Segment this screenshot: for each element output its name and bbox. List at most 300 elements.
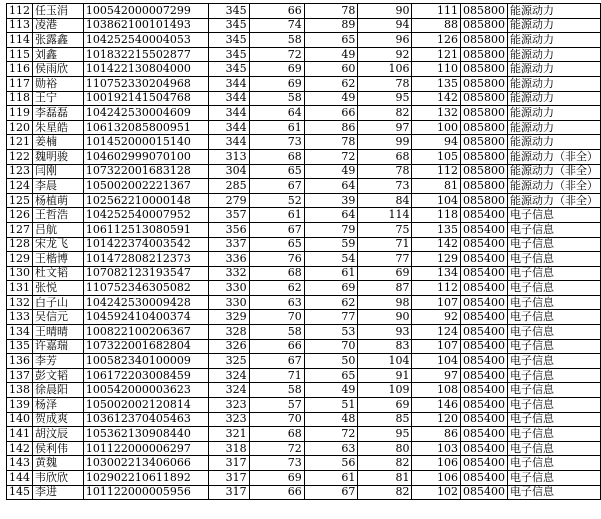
math-score-cell: 71 — [358, 237, 412, 252]
row-index-cell: 130 — [7, 266, 33, 281]
english-score-cell: 49 — [304, 91, 358, 106]
english-score-cell: 60 — [304, 62, 358, 77]
politics-score-cell: 68 — [249, 149, 304, 164]
english-score-cell: 59 — [304, 237, 358, 252]
major-code-cell: 085800 — [460, 91, 507, 106]
major-name-cell: 能源动力（非全） — [507, 164, 600, 179]
major-code-cell: 085800 — [460, 76, 507, 91]
english-score-cell: 56 — [304, 456, 358, 471]
student-name-cell: 李芳 — [33, 354, 84, 369]
politics-score-cell: 58 — [249, 91, 304, 106]
total-score-cell: 313 — [209, 149, 249, 164]
math-score-cell: 106 — [358, 62, 412, 77]
total-score-cell: 317 — [209, 471, 249, 486]
total-score-cell: 336 — [209, 252, 249, 267]
major-score-cell: 103 — [412, 441, 461, 456]
row-index-cell: 141 — [7, 427, 33, 442]
major-name-cell: 电子信息 — [507, 237, 600, 252]
english-score-cell: 66 — [304, 106, 358, 121]
politics-score-cell: 73 — [249, 135, 304, 150]
exam-id-cell: 105362130908440 — [83, 427, 208, 442]
math-score-cell: 69 — [358, 266, 412, 281]
student-name-cell: 张悦 — [33, 281, 84, 296]
exam-id-cell: 107322001682804 — [83, 339, 208, 354]
exam-id-cell: 110752346305082 — [83, 281, 208, 296]
major-name-cell: 电子信息 — [507, 427, 600, 442]
major-code-cell: 085800 — [460, 179, 507, 194]
table-row — [7, 106, 601, 121]
english-score-cell: 39 — [304, 193, 358, 208]
major-score-cell: 142 — [412, 91, 461, 106]
row-index-cell: 131 — [7, 281, 33, 296]
major-score-cell: 107 — [412, 295, 461, 310]
exam-id-cell: 101122000005956 — [83, 485, 208, 500]
math-score-cell: 95 — [358, 91, 412, 106]
politics-score-cell: 66 — [249, 4, 304, 19]
major-code-cell: 085400 — [460, 339, 507, 354]
politics-score-cell: 70 — [249, 412, 304, 427]
table-row — [7, 427, 601, 442]
row-index-cell: 112 — [7, 4, 33, 19]
major-score-cell: 132 — [412, 106, 461, 121]
row-index-cell: 142 — [7, 441, 33, 456]
math-score-cell: 83 — [358, 339, 412, 354]
major-score-cell: 120 — [412, 412, 461, 427]
politics-score-cell: 73 — [249, 456, 304, 471]
math-score-cell: 90 — [358, 4, 412, 19]
exam-id-cell: 104592410400374 — [83, 310, 208, 325]
major-code-cell: 085400 — [460, 310, 507, 325]
major-score-cell: 112 — [412, 281, 461, 296]
row-index-cell: 114 — [7, 33, 33, 48]
total-score-cell: 345 — [209, 62, 249, 77]
table-row — [7, 208, 601, 223]
exam-id-cell: 103862100101493 — [83, 18, 208, 33]
table-row — [7, 91, 601, 106]
student-name-cell: 刘鑫 — [33, 47, 84, 62]
politics-score-cell: 70 — [249, 310, 304, 325]
exam-id-cell: 101832215502877 — [83, 47, 208, 62]
math-score-cell: 91 — [358, 368, 412, 383]
major-name-cell: 能源动力（非全） — [507, 193, 600, 208]
row-index-cell: 132 — [7, 295, 33, 310]
major-score-cell: 111 — [412, 4, 461, 19]
total-score-cell: 304 — [209, 164, 249, 179]
total-score-cell: 317 — [209, 456, 249, 471]
student-name-cell: 白子山 — [33, 295, 84, 310]
exam-id-cell: 101122000006297 — [83, 441, 208, 456]
exam-id-cell: 103002213406066 — [83, 456, 208, 471]
row-index-cell: 137 — [7, 368, 33, 383]
student-name-cell: 吕航 — [33, 222, 84, 237]
major-code-cell: 085800 — [460, 106, 507, 121]
table-row — [7, 237, 601, 252]
total-score-cell: 345 — [209, 4, 249, 19]
major-score-cell: 107 — [412, 339, 461, 354]
english-score-cell: 53 — [304, 325, 358, 340]
row-index-cell: 129 — [7, 252, 33, 267]
total-score-cell: 344 — [209, 135, 249, 150]
major-name-cell: 电子信息 — [507, 354, 600, 369]
major-code-cell: 085400 — [460, 368, 507, 383]
major-code-cell: 085400 — [460, 398, 507, 413]
student-name-cell: 吴信元 — [33, 310, 84, 325]
total-score-cell: 329 — [209, 310, 249, 325]
politics-score-cell: 72 — [249, 441, 304, 456]
student-name-cell: 闫刚 — [33, 164, 84, 179]
total-score-cell: 324 — [209, 368, 249, 383]
english-score-cell: 64 — [304, 179, 358, 194]
major-name-cell: 电子信息 — [507, 266, 600, 281]
politics-score-cell: 67 — [249, 354, 304, 369]
row-index-cell: 117 — [7, 76, 33, 91]
major-score-cell: 121 — [412, 47, 461, 62]
math-score-cell: 90 — [358, 310, 412, 325]
english-score-cell: 48 — [304, 412, 358, 427]
english-score-cell: 49 — [304, 164, 358, 179]
major-code-cell: 085400 — [460, 325, 507, 340]
english-score-cell: 49 — [304, 383, 358, 398]
major-name-cell: 电子信息 — [507, 485, 600, 500]
major-score-cell: 105 — [412, 149, 461, 164]
major-name-cell: 能源动力（非全） — [507, 179, 600, 194]
score-table — [6, 3, 601, 500]
math-score-cell: 92 — [358, 47, 412, 62]
politics-score-cell: 71 — [249, 368, 304, 383]
politics-score-cell: 65 — [249, 237, 304, 252]
english-score-cell: 49 — [304, 47, 358, 62]
politics-score-cell: 74 — [249, 18, 304, 33]
english-score-cell: 78 — [304, 4, 358, 19]
math-score-cell: 94 — [358, 18, 412, 33]
major-code-cell: 085400 — [460, 266, 507, 281]
exam-id-cell: 101472808212373 — [83, 252, 208, 267]
major-name-cell: 电子信息 — [507, 339, 600, 354]
major-code-cell: 085400 — [460, 281, 507, 296]
exam-id-cell: 100822100206367 — [83, 325, 208, 340]
major-name-cell: 能源动力 — [507, 4, 600, 19]
major-score-cell: 92 — [412, 310, 461, 325]
major-name-cell: 能源动力 — [507, 47, 600, 62]
major-code-cell: 085400 — [460, 222, 507, 237]
total-score-cell: 323 — [209, 412, 249, 427]
politics-score-cell: 69 — [249, 471, 304, 486]
english-score-cell: 70 — [304, 339, 358, 354]
table-row — [7, 47, 601, 62]
row-index-cell: 120 — [7, 120, 33, 135]
major-name-cell: 能源动力 — [507, 62, 600, 77]
math-score-cell: 87 — [358, 281, 412, 296]
total-score-cell: 317 — [209, 485, 249, 500]
major-name-cell: 能源动力 — [507, 106, 600, 121]
exam-id-cell: 107082123193547 — [83, 266, 208, 281]
student-name-cell: 李进 — [33, 485, 84, 500]
table-row — [7, 120, 601, 135]
total-score-cell: 325 — [209, 354, 249, 369]
table-row — [7, 339, 601, 354]
exam-id-cell: 106172203008459 — [83, 368, 208, 383]
exam-id-cell: 104252540007952 — [83, 208, 208, 223]
politics-score-cell: 58 — [249, 325, 304, 340]
politics-score-cell: 65 — [249, 164, 304, 179]
exam-id-cell: 104252540004053 — [83, 33, 208, 48]
major-name-cell: 电子信息 — [507, 383, 600, 398]
total-score-cell: 344 — [209, 106, 249, 121]
politics-score-cell: 69 — [249, 62, 304, 77]
exam-id-cell: 101422130804000 — [83, 62, 208, 77]
politics-score-cell: 52 — [249, 193, 304, 208]
english-score-cell: 65 — [304, 368, 358, 383]
table-row — [7, 266, 601, 281]
exam-id-cell: 100542000003623 — [83, 383, 208, 398]
student-name-cell: 杜文韬 — [33, 266, 84, 281]
table-body — [7, 4, 601, 500]
math-score-cell: 75 — [358, 222, 412, 237]
math-score-cell: 96 — [358, 33, 412, 48]
major-name-cell: 能源动力 — [507, 18, 600, 33]
english-score-cell: 79 — [304, 222, 358, 237]
english-score-cell: 89 — [304, 18, 358, 33]
row-index-cell: 115 — [7, 47, 33, 62]
english-score-cell: 61 — [304, 266, 358, 281]
exam-id-cell: 102902210611892 — [83, 471, 208, 486]
student-name-cell: 勋裕 — [33, 76, 84, 91]
student-name-cell: 许嘉瑞 — [33, 339, 84, 354]
politics-score-cell: 76 — [249, 252, 304, 267]
exam-id-cell: 102562210000148 — [83, 193, 208, 208]
major-name-cell: 电子信息 — [507, 208, 600, 223]
exam-id-cell: 104242530004609 — [83, 106, 208, 121]
major-code-cell: 085400 — [460, 456, 507, 471]
student-name-cell: 王晴晴 — [33, 325, 84, 340]
math-score-cell: 80 — [358, 441, 412, 456]
math-score-cell: 95 — [358, 427, 412, 442]
math-score-cell: 114 — [358, 208, 412, 223]
row-index-cell: 121 — [7, 135, 33, 150]
student-name-cell: 杨植萌 — [33, 193, 84, 208]
table-row — [7, 295, 601, 310]
english-score-cell: 61 — [304, 471, 358, 486]
row-index-cell: 138 — [7, 383, 33, 398]
student-name-cell: 侯利伟 — [33, 441, 84, 456]
student-name-cell: 彭文韬 — [33, 368, 84, 383]
exam-id-cell: 100192141504768 — [83, 91, 208, 106]
major-name-cell: 电子信息 — [507, 281, 600, 296]
politics-score-cell: 57 — [249, 398, 304, 413]
total-score-cell: 344 — [209, 76, 249, 91]
total-score-cell: 285 — [209, 179, 249, 194]
table-row — [7, 485, 601, 500]
major-score-cell: 146 — [412, 398, 461, 413]
total-score-cell: 356 — [209, 222, 249, 237]
row-index-cell: 145 — [7, 485, 33, 500]
major-score-cell: 126 — [412, 33, 461, 48]
row-index-cell: 135 — [7, 339, 33, 354]
student-name-cell: 王宁 — [33, 91, 84, 106]
row-index-cell: 139 — [7, 398, 33, 413]
major-score-cell: 104 — [412, 354, 461, 369]
table-row — [7, 310, 601, 325]
major-name-cell: 能源动力 — [507, 33, 600, 48]
row-index-cell: 128 — [7, 237, 33, 252]
row-index-cell: 127 — [7, 222, 33, 237]
major-code-cell: 085400 — [460, 412, 507, 427]
total-score-cell: 323 — [209, 398, 249, 413]
major-score-cell: 104 — [412, 193, 461, 208]
math-score-cell: 77 — [358, 252, 412, 267]
table-row — [7, 179, 601, 194]
english-score-cell: 62 — [304, 295, 358, 310]
major-code-cell: 085400 — [460, 295, 507, 310]
major-code-cell: 085800 — [460, 47, 507, 62]
exam-id-cell: 105002002221367 — [83, 179, 208, 194]
exam-id-cell: 103612370405463 — [83, 412, 208, 427]
table-row — [7, 18, 601, 33]
major-name-cell: 电子信息 — [507, 471, 600, 486]
math-score-cell: 104 — [358, 354, 412, 369]
table-row — [7, 383, 601, 398]
student-name-cell: 姜楠 — [33, 135, 84, 150]
row-index-cell: 144 — [7, 471, 33, 486]
table-row — [7, 76, 601, 91]
exam-id-cell: 105002002120814 — [83, 398, 208, 413]
math-score-cell: 78 — [358, 76, 412, 91]
politics-score-cell: 69 — [249, 76, 304, 91]
total-score-cell: 345 — [209, 18, 249, 33]
total-score-cell: 332 — [209, 266, 249, 281]
exam-id-cell: 101422374003542 — [83, 237, 208, 252]
english-score-cell: 67 — [304, 485, 358, 500]
total-score-cell: 345 — [209, 47, 249, 62]
major-name-cell: 电子信息 — [507, 310, 600, 325]
student-name-cell: 李磊磊 — [33, 106, 84, 121]
total-score-cell: 328 — [209, 325, 249, 340]
major-score-cell: 134 — [412, 266, 461, 281]
row-index-cell: 136 — [7, 354, 33, 369]
table-row — [7, 412, 601, 427]
student-name-cell: 杨泽 — [33, 398, 84, 413]
math-score-cell: 109 — [358, 383, 412, 398]
major-name-cell: 电子信息 — [507, 368, 600, 383]
major-score-cell: 86 — [412, 427, 461, 442]
major-name-cell: 能源动力 — [507, 91, 600, 106]
total-score-cell: 357 — [209, 208, 249, 223]
politics-score-cell: 67 — [249, 179, 304, 194]
total-score-cell: 318 — [209, 441, 249, 456]
exam-id-cell: 110752330204968 — [83, 76, 208, 91]
row-index-cell: 126 — [7, 208, 33, 223]
table-row — [7, 62, 601, 77]
total-score-cell: 337 — [209, 237, 249, 252]
major-score-cell: 94 — [412, 135, 461, 150]
row-index-cell: 134 — [7, 325, 33, 340]
math-score-cell: 78 — [358, 164, 412, 179]
major-name-cell: 电子信息 — [507, 412, 600, 427]
english-score-cell: 50 — [304, 354, 358, 369]
row-index-cell: 122 — [7, 149, 33, 164]
major-code-cell: 085400 — [460, 237, 507, 252]
table-row — [7, 193, 601, 208]
politics-score-cell: 62 — [249, 281, 304, 296]
politics-score-cell: 66 — [249, 339, 304, 354]
row-index-cell: 133 — [7, 310, 33, 325]
major-name-cell: 能源动力（非全） — [507, 149, 600, 164]
english-score-cell: 54 — [304, 252, 358, 267]
student-name-cell: 徐晨阳 — [33, 383, 84, 398]
table-row — [7, 456, 601, 471]
math-score-cell: 85 — [358, 412, 412, 427]
total-score-cell: 344 — [209, 91, 249, 106]
exam-id-cell: 100582340100009 — [83, 354, 208, 369]
major-score-cell: 108 — [412, 383, 461, 398]
student-name-cell: 任玉涓 — [33, 4, 84, 19]
english-score-cell: 63 — [304, 441, 358, 456]
politics-score-cell: 61 — [249, 208, 304, 223]
major-code-cell: 085800 — [460, 149, 507, 164]
major-code-cell: 085800 — [460, 120, 507, 135]
major-score-cell: 112 — [412, 164, 461, 179]
major-code-cell: 085400 — [460, 354, 507, 369]
english-score-cell: 65 — [304, 33, 358, 48]
major-name-cell: 能源动力 — [507, 76, 600, 91]
major-name-cell: 电子信息 — [507, 456, 600, 471]
math-score-cell: 73 — [358, 179, 412, 194]
row-index-cell: 119 — [7, 106, 33, 121]
exam-id-cell: 104242530009428 — [83, 295, 208, 310]
math-score-cell: 82 — [358, 485, 412, 500]
major-code-cell: 085400 — [460, 383, 507, 398]
major-score-cell: 106 — [412, 471, 461, 486]
table-row — [7, 368, 601, 383]
student-name-cell: 魏明骏 — [33, 149, 84, 164]
major-score-cell: 135 — [412, 222, 461, 237]
exam-id-cell: 106132085800951 — [83, 120, 208, 135]
english-score-cell: 62 — [304, 76, 358, 91]
table-row — [7, 135, 601, 150]
english-score-cell: 86 — [304, 120, 358, 135]
total-score-cell: 279 — [209, 193, 249, 208]
politics-score-cell: 67 — [249, 222, 304, 237]
exam-id-cell: 104602999070100 — [83, 149, 208, 164]
math-score-cell: 99 — [358, 135, 412, 150]
major-score-cell: 124 — [412, 325, 461, 340]
major-name-cell: 电子信息 — [507, 295, 600, 310]
major-name-cell: 能源动力 — [507, 135, 600, 150]
math-score-cell: 98 — [358, 295, 412, 310]
major-code-cell: 085400 — [460, 208, 507, 223]
table-row — [7, 281, 601, 296]
math-score-cell: 93 — [358, 325, 412, 340]
major-score-cell: 97 — [412, 368, 461, 383]
table-row — [7, 398, 601, 413]
row-index-cell: 118 — [7, 91, 33, 106]
total-score-cell: 330 — [209, 281, 249, 296]
student-name-cell: 黄魏 — [33, 456, 84, 471]
major-code-cell: 085400 — [460, 427, 507, 442]
major-name-cell: 能源动力 — [507, 120, 600, 135]
politics-score-cell: 61 — [249, 120, 304, 135]
english-score-cell: 72 — [304, 149, 358, 164]
row-index-cell: 140 — [7, 412, 33, 427]
table-row — [7, 4, 601, 19]
row-index-cell: 123 — [7, 164, 33, 179]
row-index-cell: 124 — [7, 179, 33, 194]
student-name-cell: 李晨 — [33, 179, 84, 194]
math-score-cell: 82 — [358, 106, 412, 121]
exam-id-cell: 101452000015140 — [83, 135, 208, 150]
math-score-cell: 68 — [358, 149, 412, 164]
student-name-cell: 胡汶辰 — [33, 427, 84, 442]
